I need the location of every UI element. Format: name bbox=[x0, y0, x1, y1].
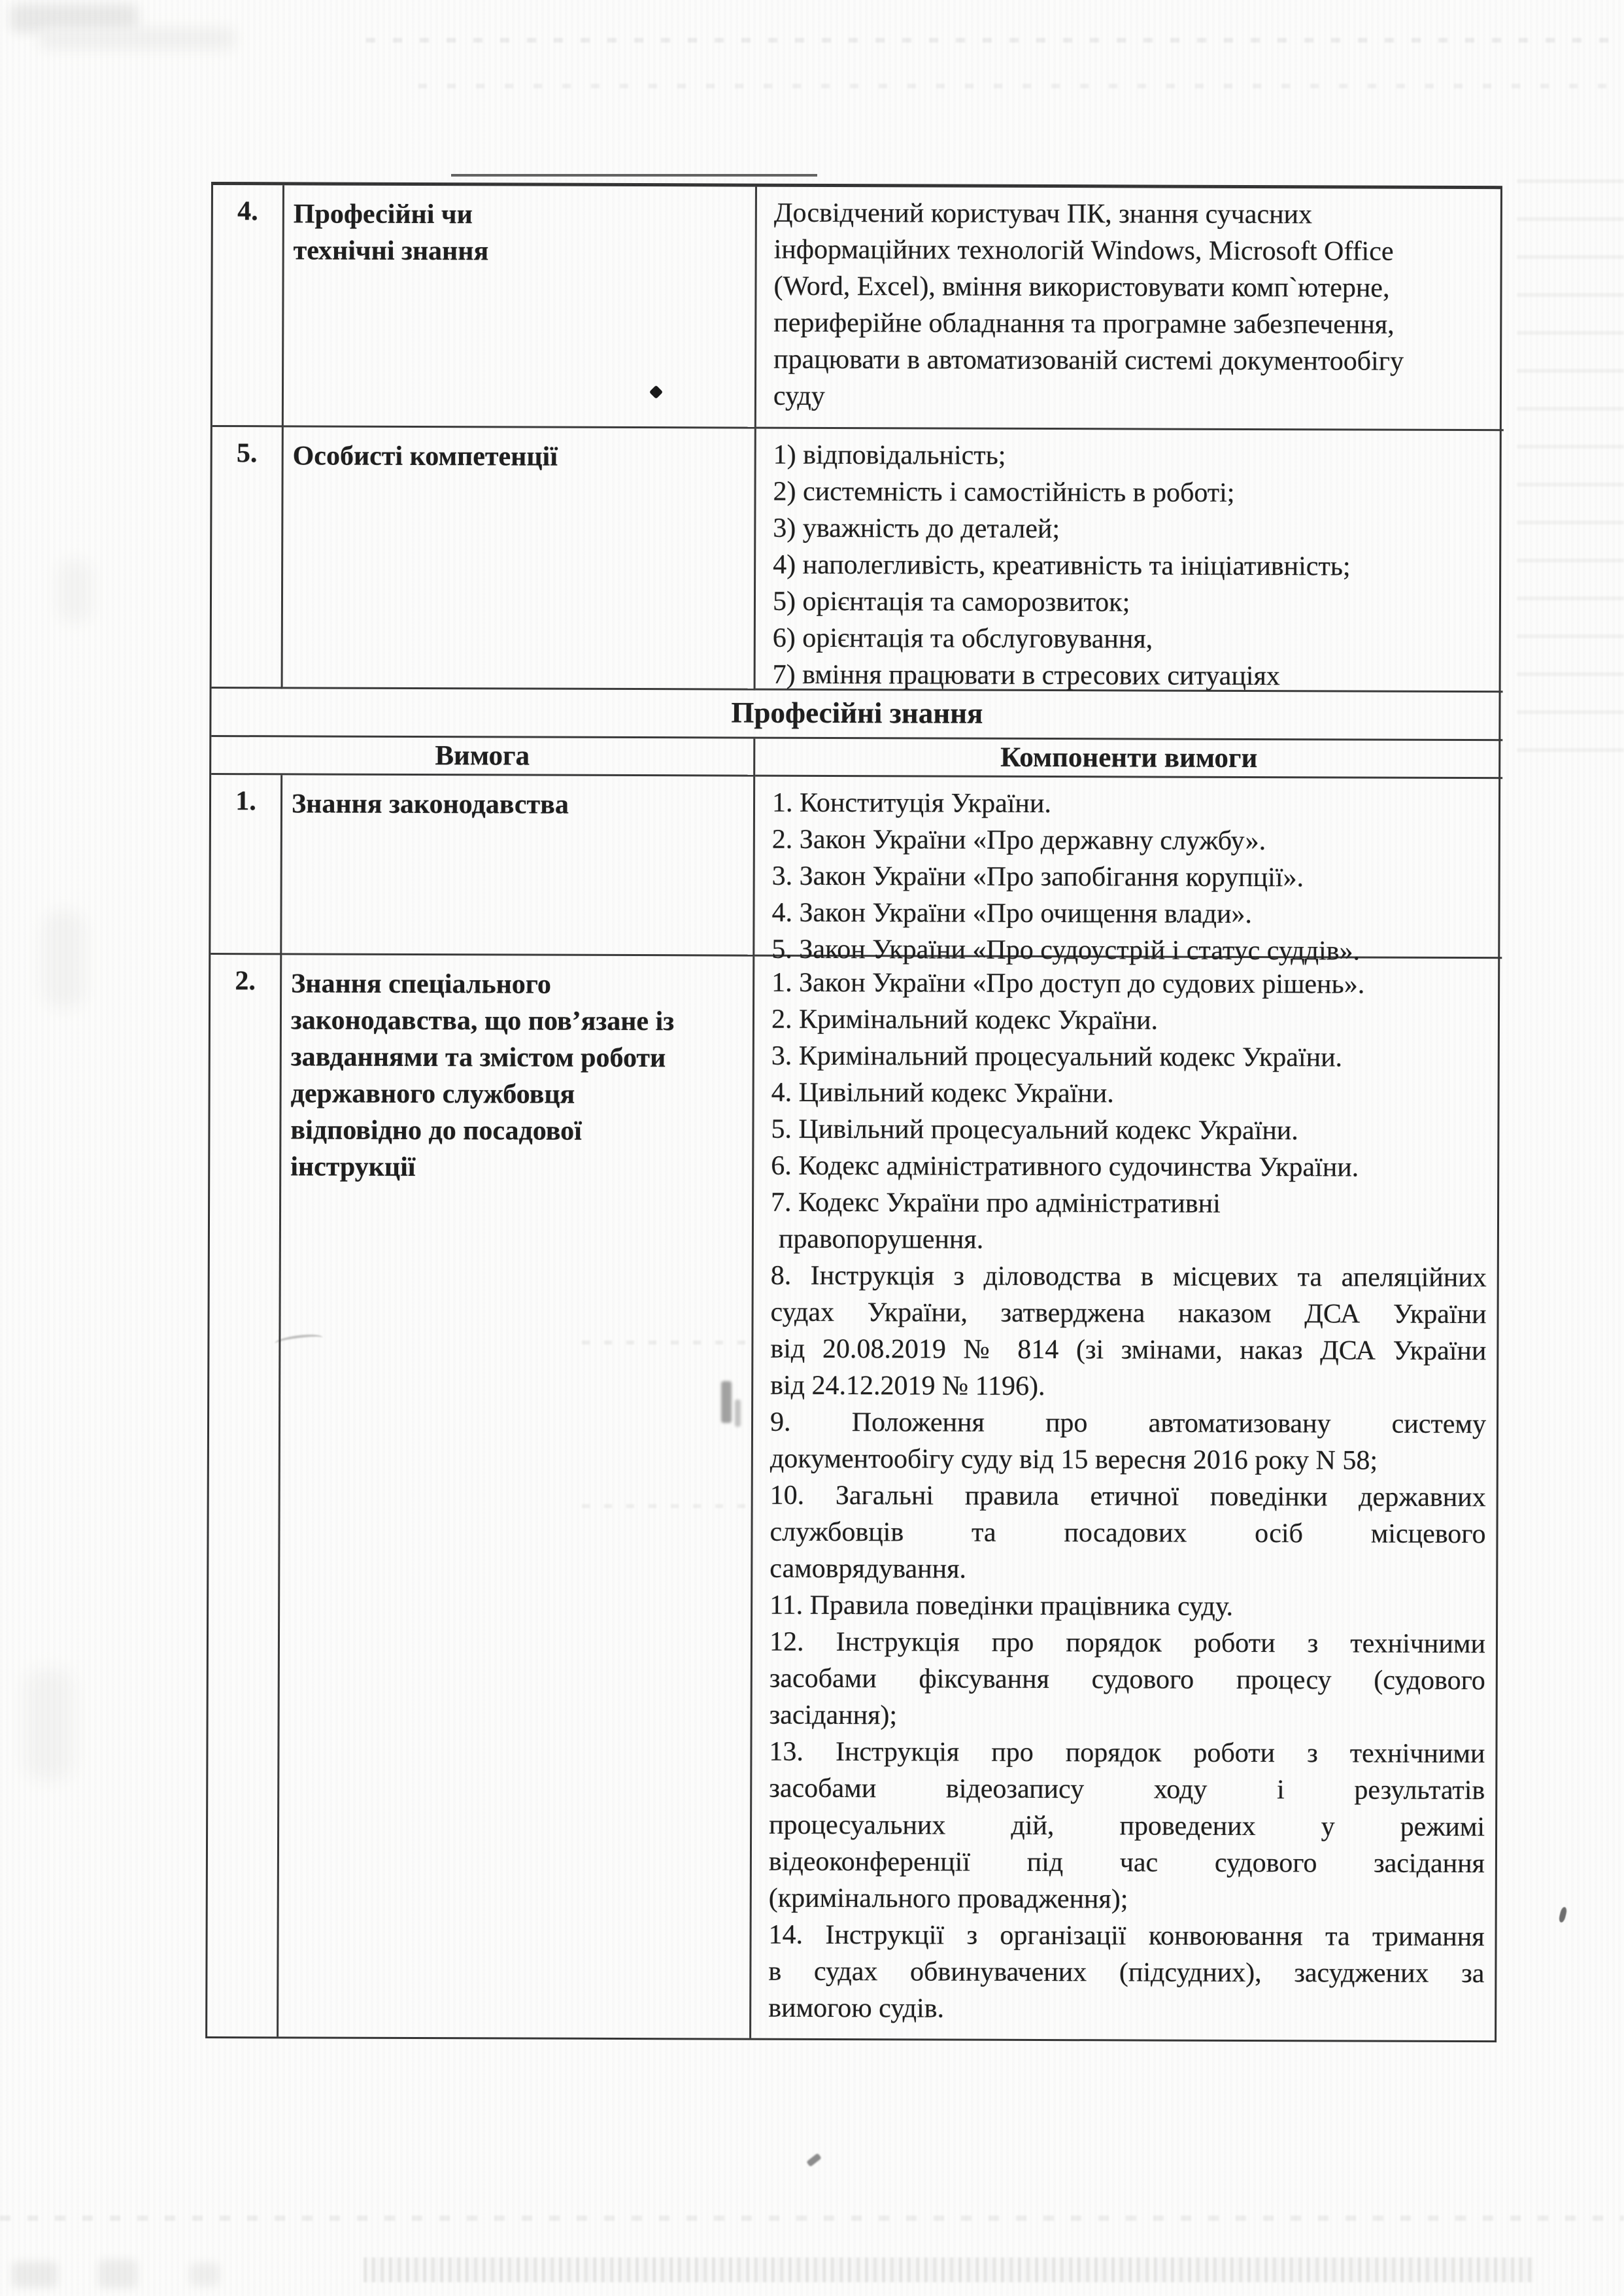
label-line: інструкції bbox=[290, 1152, 416, 1182]
list-item: (кримінального провадження); bbox=[768, 1883, 1128, 1915]
requirements-table bbox=[205, 182, 1502, 2042]
list-item: 2. Кримінальний кодекс України. bbox=[771, 1004, 1159, 1036]
list-item: 10. Загальні правила етичної поведінки державних bbox=[770, 1480, 1486, 1513]
list-item: засідання); bbox=[769, 1700, 898, 1731]
list-item: 5) орієнтація та саморозвиток; bbox=[772, 586, 1130, 618]
component-line: Досвідчений користувач ПК, знання сучасних bbox=[773, 197, 1313, 230]
label-line: відповідно до посадової bbox=[290, 1115, 582, 1146]
list-item: 3. Закон України «Про запобігання корупції». bbox=[771, 861, 1304, 893]
component-line: (Word, Excel), вміння використовувати комп`ютерне, bbox=[773, 271, 1390, 303]
list-item: 12. Інструкція про порядок роботи з технічними bbox=[769, 1626, 1486, 1660]
scan-smudge bbox=[43, 910, 85, 1008]
list-item: 1) відповідальність; bbox=[773, 439, 1006, 471]
label-line: законодавства, що пов’язане із bbox=[290, 1005, 675, 1037]
list-item: 11. Правила поведінки працівника суду. bbox=[770, 1590, 1234, 1622]
label-line: Знання спеціального bbox=[291, 968, 551, 1000]
list-item: 6) орієнтація та обслуговування, bbox=[772, 623, 1153, 655]
list-item: засобами фіксування судового процесу (судового bbox=[769, 1663, 1485, 1696]
requirement-label bbox=[279, 955, 754, 2038]
scan-smudge bbox=[12, 2261, 58, 2287]
component-line: периферійне обладнання та програмне забезпечення, bbox=[773, 307, 1395, 340]
list-item: 4. Закон України «Про очищення влади». bbox=[771, 897, 1253, 930]
requirement-label bbox=[282, 775, 755, 956]
requirement-components bbox=[756, 187, 1504, 432]
list-item: 4) наполегливість, креативність та ініціативність; bbox=[773, 549, 1351, 582]
list-item: процесуальних дій, проведених у режимі bbox=[769, 1809, 1485, 1843]
row-number: 1. bbox=[211, 775, 282, 955]
label-line: технічні знання bbox=[293, 235, 489, 267]
scan-smudge bbox=[98, 2259, 137, 2288]
list-item: в судах обвинувачених (підсудних), засуджених за bbox=[768, 1956, 1485, 1989]
list-item: 9. Положення про автоматизовану систему bbox=[770, 1407, 1487, 1440]
scan-smudge bbox=[25, 1669, 73, 1780]
scan-smudge bbox=[58, 560, 93, 623]
scan-speck-row bbox=[1517, 163, 1624, 752]
list-item: 2) системність і самостійність в роботі; bbox=[773, 476, 1235, 508]
list-item: відеоконференції під час судового засідання bbox=[768, 1846, 1485, 1879]
list-item: правопорушення. bbox=[778, 1224, 984, 1255]
section-header: Професійні знання bbox=[211, 689, 1502, 741]
requirement-components bbox=[754, 777, 1502, 967]
list-item: 3. Кримінальний процесуальний кодекс України. bbox=[771, 1040, 1343, 1073]
label-line: Знання законодавства bbox=[291, 789, 569, 820]
column-header-components: Компоненти вимоги bbox=[755, 739, 1502, 780]
requirement-label bbox=[284, 185, 757, 428]
component-line: суду bbox=[773, 381, 825, 411]
scan-speck-row bbox=[0, 2216, 1624, 2221]
label-line: Особисті компетенції bbox=[292, 441, 558, 472]
list-item: засобами відеозапису ходу і результатів bbox=[769, 1773, 1485, 1806]
list-item: 5. Цивільний процесуальний кодекс України. bbox=[771, 1114, 1298, 1146]
component-line: працювати в автоматизованій системі документообігу bbox=[773, 344, 1404, 377]
list-item: документообігу суду від 15 вересня 2016 року N 58; bbox=[770, 1443, 1378, 1476]
ink-dot bbox=[806, 2153, 821, 2167]
list-item: 7. Кодекс України про адміністративні bbox=[771, 1187, 1221, 1219]
scan-line-artifact bbox=[451, 174, 817, 177]
scan-smudge bbox=[39, 27, 235, 50]
scan-speck-row bbox=[418, 84, 1621, 88]
list-item: від 24.12.2019 № 1196). bbox=[770, 1370, 1045, 1402]
scan-speck-row bbox=[366, 38, 1621, 43]
list-item: 1. Закон України «Про доступ до судових рішень». bbox=[771, 967, 1365, 1000]
list-item: 7) вміння працювати в стресових ситуаціях bbox=[772, 659, 1280, 692]
ink-dot bbox=[1558, 1906, 1568, 1923]
label-line: державного службовця bbox=[290, 1078, 575, 1110]
list-item: 8. Інструкція з діловодства в місцевих та апеляційних bbox=[770, 1260, 1487, 1294]
row-number: 4. bbox=[212, 185, 284, 427]
scan-stripe-band bbox=[364, 2257, 1534, 2282]
list-item: 3) уважність до деталей; bbox=[773, 513, 1060, 545]
list-item: судах України, затверджена наказом ДСА України bbox=[770, 1297, 1487, 1330]
row-number: 5. bbox=[212, 427, 284, 689]
component-line: інформаційних технологій Windows, Microsoft Office bbox=[773, 234, 1394, 267]
label-line: завданнями та змістом роботи bbox=[290, 1042, 666, 1074]
list-item: 5. Закон України «Про судоустрій і статус суддів». bbox=[771, 934, 1361, 967]
list-item: 14. Інструкції з організації конвоювання та тримання bbox=[768, 1919, 1485, 1953]
list-item: самоврядування. bbox=[770, 1553, 967, 1585]
list-item: 6. Кодекс адміністративного судочинства України. bbox=[771, 1150, 1359, 1183]
list-item: від 20.08.2019 № 814 (зі змінами, наказ ДСА України bbox=[770, 1333, 1487, 1367]
column-header-requirement: Вимога bbox=[211, 737, 755, 777]
list-item: 13. Інструкція про порядок роботи з технічними bbox=[769, 1736, 1485, 1770]
requirement-label bbox=[283, 427, 756, 690]
list-item: 4. Цивільний кодекс України. bbox=[771, 1077, 1114, 1109]
list-item: службовців та посадових осіб місцевого bbox=[770, 1516, 1486, 1550]
scan-smudge bbox=[10, 4, 138, 33]
requirement-components bbox=[751, 957, 1502, 2041]
requirement-components bbox=[756, 429, 1504, 693]
list-item: 1. Конституція України. bbox=[771, 787, 1051, 819]
list-item: вимогою судів. bbox=[768, 1993, 945, 2024]
label-line: Професійні чи bbox=[293, 199, 473, 230]
scan-smudge bbox=[190, 2263, 220, 2286]
row-number: 2. bbox=[207, 955, 282, 2036]
list-item: 2. Закон України «Про державну службу». bbox=[771, 824, 1266, 857]
